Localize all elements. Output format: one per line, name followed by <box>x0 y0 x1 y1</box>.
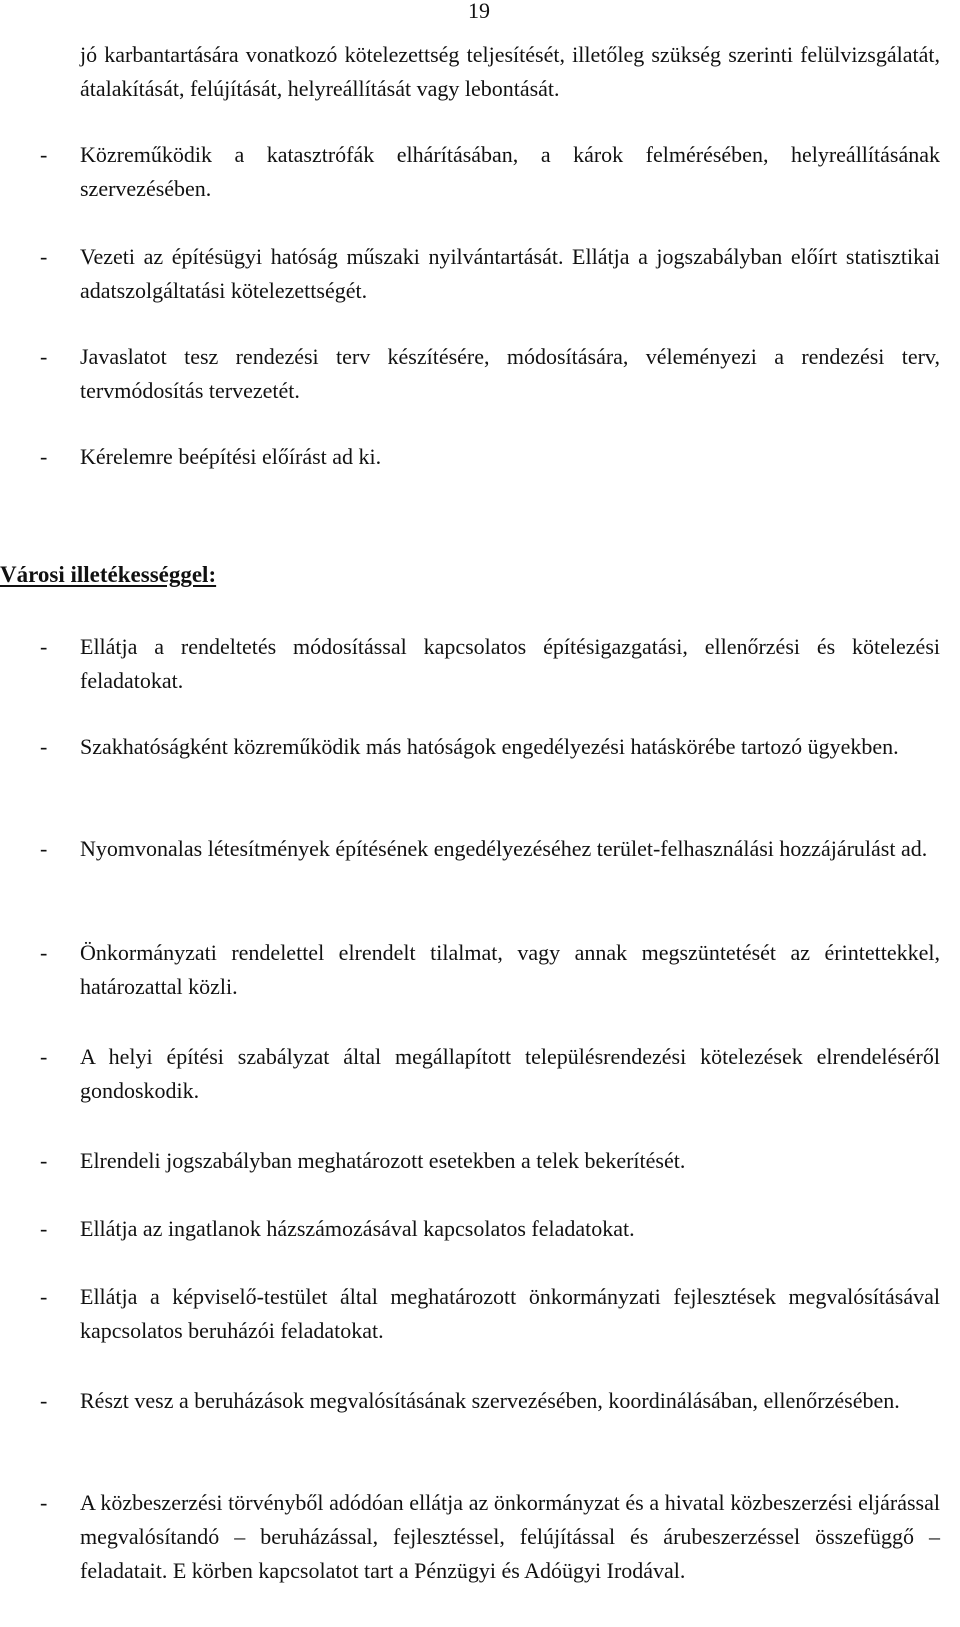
list-dash: - <box>40 444 48 469</box>
list-item <box>40 936 940 1004</box>
list-dash: - <box>40 1284 48 1309</box>
list-dash: - <box>40 142 48 167</box>
list-dash: - <box>40 734 48 759</box>
list-dash: - <box>40 244 48 269</box>
list-item <box>40 1486 940 1588</box>
list-item <box>40 1212 940 1246</box>
list-dash: - <box>40 1388 48 1413</box>
list-dash: - <box>40 634 48 659</box>
section-heading: Városi illetékességgel: <box>0 562 217 587</box>
list-item <box>40 138 940 206</box>
list-item-text: Javaslatot tesz rendezési terv készítésére, módosítására, véleményezi a rendezési terv, tervmódosítás tervezetét. <box>80 344 940 403</box>
list-dash: - <box>40 1490 48 1515</box>
list-item-text: Részt vesz a beruházások megvalósításának szervezésében, koordinálásában, ellenőrzésében. <box>80 1388 900 1413</box>
intro-paragraph: jó karbantartására vonatkozó kötelezettség teljesítését, illetőleg szükség szerinti felülvizsgálatát, átalakítását, felújítását, helyreállítását vagy lebontását. <box>80 42 940 101</box>
list-item-text: Közreműködik a katasztrófák elhárításában, a károk felmérésében, helyreállításának szervezésében. <box>80 142 940 201</box>
list-dash: - <box>40 344 48 369</box>
list-item-text: Vezeti az építésügyi hatóság műszaki nyilvántartását. Ellátja a jogszabályban előírt statisztikai adatszolgáltatási kötelezettségét. <box>80 244 940 303</box>
list-item-text: Szakhatóságként közreműködik más hatóságok engedélyezési hatáskörébe tartozó ügyekben. <box>80 734 899 759</box>
list-item <box>40 1144 940 1178</box>
list-item <box>40 1280 940 1348</box>
list-item <box>40 1040 940 1108</box>
list-item <box>40 240 940 308</box>
list-item-text: Ellátja az ingatlanok házszámozásával kapcsolatos feladatokat. <box>80 1216 635 1241</box>
list-item <box>40 340 940 408</box>
list-item-text: A helyi építési szabályzat által megállapított településrendezési kötelezések elrendeléséről gondoskodik. <box>80 1044 940 1103</box>
list-item-text: Nyomvonalas létesítmények építésének engedélyezéséhez terület-felhasználási hozzájárulást ad. <box>80 836 928 861</box>
list-dash: - <box>40 1148 48 1173</box>
list-item <box>40 1384 940 1418</box>
list-item-text: Ellátja a rendeltetés módosítással kapcsolatos építésigazgatási, ellenőrzési és kötelezési feladatokat. <box>80 634 940 693</box>
list-dash: - <box>40 1044 48 1069</box>
list-item <box>40 730 940 764</box>
list-item <box>40 832 940 866</box>
list-item-text: Elrendeli jogszabályban meghatározott esetekben a telek bekerítését. <box>80 1148 686 1173</box>
list-item <box>40 440 940 474</box>
list-item-text: Kérelemre beépítési előírást ad ki. <box>80 444 382 469</box>
list-item-text: A közbeszerzési törvényből adódóan ellátja az önkormányzat és a hivatal közbeszerzési eljárással megvalósítandó – beruházással, fejlesztéssel, felújítással és árubeszerzéssel összefüggő – feladatait. E körben kapcsolatot tart a Pénzügyi és Adóügyi Irodával. <box>80 1490 940 1583</box>
list-dash: - <box>40 940 48 965</box>
page-number: 19 <box>468 0 490 23</box>
list-item <box>40 630 940 698</box>
list-dash: - <box>40 1216 48 1241</box>
list-item-text: Önkormányzati rendelettel elrendelt tilalmat, vagy annak megszüntetését az érintettekkel, határozattal közli. <box>80 940 940 999</box>
list-dash: - <box>40 836 48 861</box>
list-item-text: Ellátja a képviselő-testület által meghatározott önkormányzati fejlesztések megvalósításával kapcsolatos beruházói feladatokat. <box>80 1284 940 1343</box>
